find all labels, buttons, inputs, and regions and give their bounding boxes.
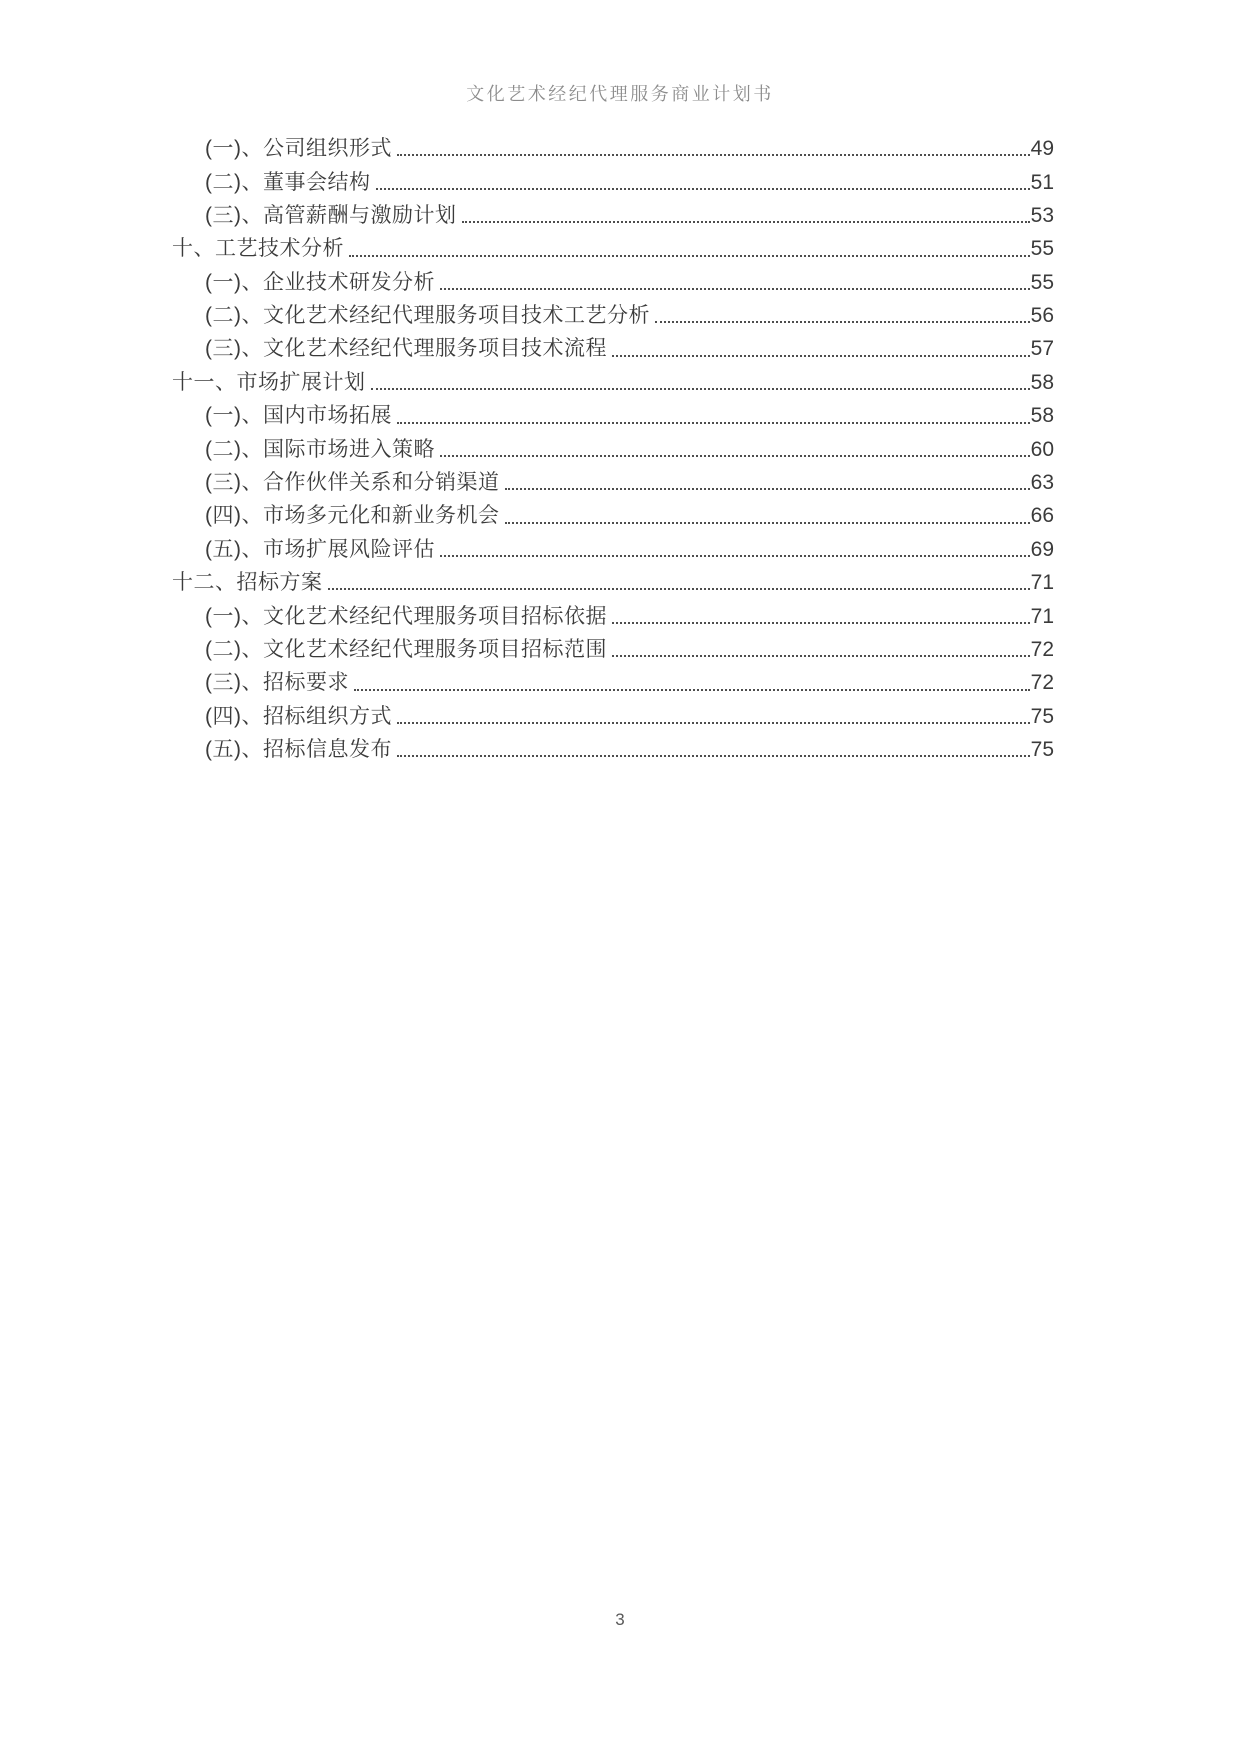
toc-entry-page: 75: [1030, 704, 1054, 728]
toc-entry[interactable]: [172, 129, 1054, 162]
toc-entry-label: (一)、公司组织形式: [205, 137, 392, 161]
toc-entry-label: (二)、文化艺术经纪代理服务项目招标范围: [205, 638, 607, 661]
toc-entry[interactable]: [172, 630, 1054, 663]
toc-entry-page: 57: [1030, 337, 1054, 361]
toc-dot-leader: [612, 655, 1030, 657]
toc-entry[interactable]: [172, 496, 1054, 529]
toc-entry-page: 55: [1030, 237, 1054, 261]
toc-entry[interactable]: [172, 463, 1054, 496]
toc-entry-label: 十、工艺技术分析: [172, 237, 344, 261]
toc-entry[interactable]: [172, 663, 1054, 696]
toc-entry[interactable]: [172, 329, 1054, 362]
toc-entry-page: 58: [1030, 370, 1054, 394]
toc-entry[interactable]: [172, 596, 1054, 629]
toc-dot-leader: [505, 522, 1030, 524]
toc-entry-label: (一)、国内市场拓展: [205, 404, 392, 428]
toc-entry-label: (四)、市场多元化和新业务机会: [205, 504, 500, 528]
toc-entry-page: 56: [1030, 304, 1054, 328]
toc-entry[interactable]: [172, 263, 1054, 296]
toc-entry-label: (五)、招标信息发布: [205, 738, 392, 762]
toc-entry[interactable]: [172, 530, 1054, 563]
toc-dot-leader: [440, 455, 1030, 457]
toc-dot-leader: [328, 588, 1030, 590]
toc-dot-leader: [376, 188, 1030, 190]
toc-list: [172, 129, 1054, 763]
toc-entry-label: (一)、文化艺术经纪代理服务项目招标依据: [205, 604, 607, 628]
page-header-title: 文化艺术经纪代理服务商业计划书: [466, 84, 774, 104]
toc-entry-page: 66: [1030, 504, 1054, 528]
toc-entry-page: 69: [1030, 537, 1054, 561]
toc-entry-page: 55: [1030, 270, 1054, 294]
toc-entry[interactable]: [172, 363, 1054, 396]
toc-entry[interactable]: [172, 396, 1054, 429]
toc-entry-label: (二)、文化艺术经纪代理服务项目技术工艺分析: [205, 304, 650, 328]
toc-dot-leader: [397, 422, 1030, 424]
toc-entry[interactable]: [172, 296, 1054, 329]
toc-dot-leader: [462, 221, 1030, 223]
toc-entry-label: (三)、文化艺术经纪代理服务项目技术流程: [205, 337, 607, 361]
toc-entry-label: (五)、市场扩展风险评估: [205, 537, 435, 561]
toc-entry[interactable]: [172, 196, 1054, 229]
toc-entry[interactable]: [172, 162, 1054, 195]
toc-entry-page: 72: [1030, 671, 1054, 695]
page-footer-number: 3: [615, 1610, 625, 1629]
toc-dot-leader: [440, 555, 1030, 557]
toc-entry-label: (二)、国际市场进入策略: [205, 437, 435, 461]
toc-entry-label: (三)、合作伙伴关系和分销渠道: [205, 471, 500, 495]
toc-dot-leader: [612, 622, 1030, 624]
toc-entry-page: 51: [1030, 170, 1054, 194]
toc-dot-leader: [612, 355, 1030, 357]
toc-dot-leader: [397, 154, 1030, 156]
toc-entry[interactable]: [172, 730, 1054, 763]
toc-dot-leader: [655, 321, 1030, 323]
toc-entry-page: 63: [1030, 471, 1054, 495]
toc-entry[interactable]: [172, 563, 1054, 596]
toc-entry-label: 十一、市场扩展计划: [172, 370, 366, 394]
toc-dot-leader: [505, 488, 1030, 490]
toc-dot-leader: [349, 255, 1030, 257]
toc-entry-label: (一)、企业技术研发分析: [205, 270, 435, 294]
toc-entry-label: (三)、高管薪酬与激励计划: [205, 203, 457, 227]
toc-entry[interactable]: [172, 229, 1054, 262]
toc-entry-label: 十二、招标方案: [172, 571, 323, 595]
toc-entry[interactable]: [172, 697, 1054, 730]
toc-entry-page: 60: [1030, 437, 1054, 461]
toc-entry-page: 58: [1030, 404, 1054, 428]
toc-dot-leader: [397, 722, 1030, 724]
toc-dot-leader: [354, 689, 1030, 691]
toc-dot-leader: [440, 288, 1030, 290]
toc-dot-leader: [371, 388, 1030, 390]
toc-dot-leader: [397, 755, 1030, 757]
toc-entry-page: 71: [1030, 604, 1054, 628]
toc-entry-page: 49: [1030, 137, 1054, 161]
toc-entry-label: (三)、招标要求: [205, 671, 349, 695]
toc-entry-page: 75: [1030, 738, 1054, 762]
toc-entry-label: (四)、招标组织方式: [205, 704, 392, 728]
toc-entry-page: 53: [1030, 203, 1054, 227]
toc-entry-page: 71: [1030, 571, 1054, 595]
toc-entry[interactable]: [172, 430, 1054, 463]
toc-entry-label: (二)、董事会结构: [205, 170, 371, 194]
toc-entry-page: 72: [1030, 638, 1054, 661]
